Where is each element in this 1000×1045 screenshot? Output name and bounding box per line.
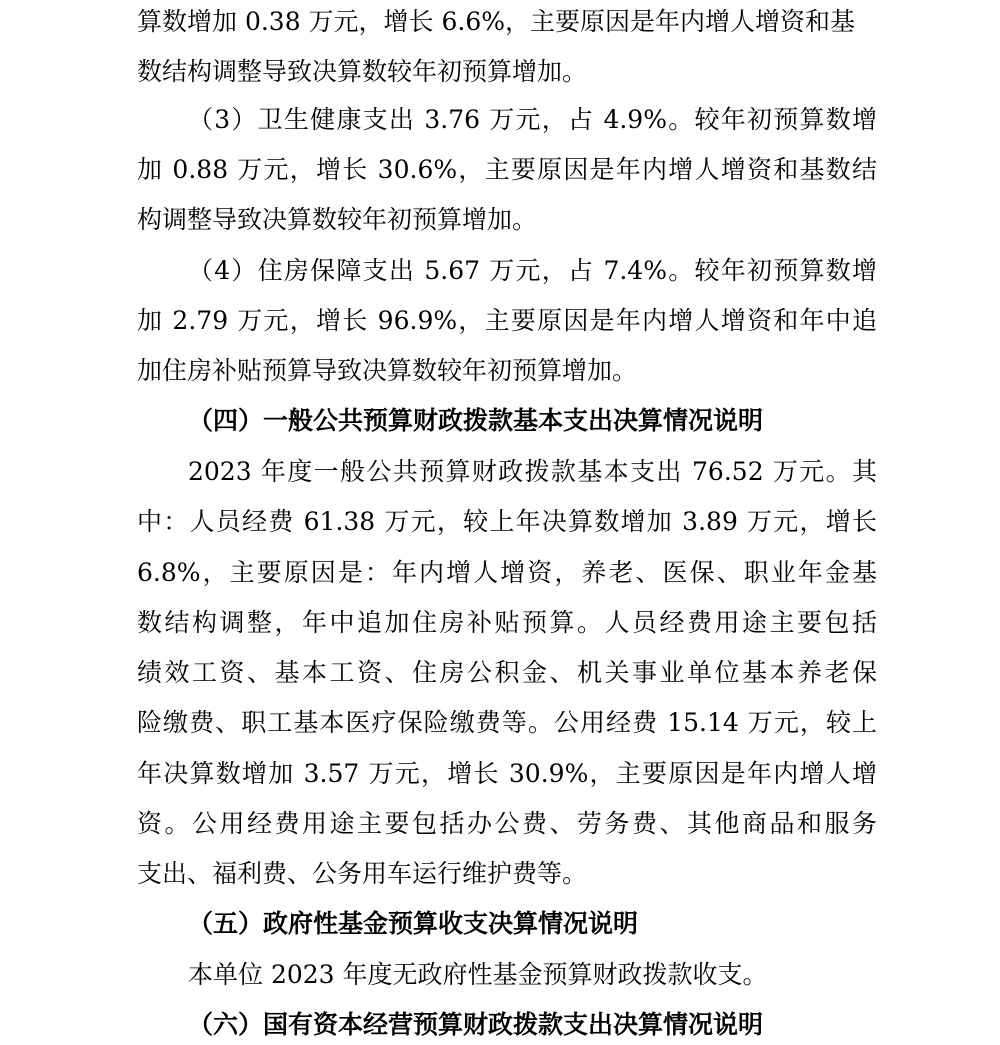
paragraph-line: （4）住房保障支出 5.67 万元，占 7.4%。较年初预算数增 bbox=[188, 256, 877, 285]
paragraph-line: 本单位 2023 年度无政府性基金预算财政拨款收支。 bbox=[188, 960, 768, 989]
section-heading: （四）一般公共预算财政拨款基本支出决算情况说明 bbox=[188, 406, 764, 435]
paragraph-line: （3）卫生健康支出 3.76 万元，占 4.9%。较年初预算数增 bbox=[188, 105, 877, 134]
paragraph-line: 加住房补贴预算导致决算数较年初预算增加。 bbox=[137, 356, 638, 385]
paragraph-line: 2023 年度一般公共预算财政拨款基本支出 76.52 万元。其 bbox=[188, 457, 877, 486]
paragraph-line: 6.8%，主要原因是：年内增人增资，养老、医保、职业年金基 bbox=[137, 558, 877, 587]
paragraph-line: 加 2.79 万元，增长 96.9%，主要原因是年内增人增资和年中追 bbox=[137, 306, 877, 335]
paragraph-line: 资。公用经费用途主要包括办公费、劳务费、其他商品和服务 bbox=[137, 809, 877, 838]
paragraph-line: 中：人员经费 61.38 万元，较上年决算数增加 3.89 万元，增长 bbox=[137, 507, 877, 536]
paragraph-line: 险缴费、职工基本医疗保险缴费等。公用经费 15.14 万元，较上 bbox=[137, 708, 877, 737]
paragraph-line: 支出、福利费、公务用车运行维护费等。 bbox=[137, 859, 588, 888]
section-heading: （六）国有资本经营预算财政拨款支出决算情况说明 bbox=[188, 1010, 764, 1039]
paragraph-line: 加 0.88 万元，增长 30.6%，主要原因是年内增人增资和基数结 bbox=[137, 155, 877, 184]
paragraph-line: 构调整导致决算数较年初预算增加。 bbox=[137, 205, 538, 234]
paragraph-line: 绩效工资、基本工资、住房公积金、机关事业单位基本养老保 bbox=[137, 658, 877, 687]
paragraph-line: 数结构调整导致决算数较年初预算增加。 bbox=[137, 57, 588, 86]
paragraph-line: 算数增加 0.38 万元，增长 6.6%，主要原因是年内增人增资和基 bbox=[137, 7, 856, 36]
section-heading: （五）政府性基金预算收支决算情况说明 bbox=[188, 909, 639, 938]
paragraph-line: 数结构调整，年中追加住房补贴预算。人员经费用途主要包括 bbox=[137, 608, 877, 637]
paragraph-line: 年决算数增加 3.57 万元，增长 30.9%，主要原因是年内增人增 bbox=[137, 759, 877, 788]
